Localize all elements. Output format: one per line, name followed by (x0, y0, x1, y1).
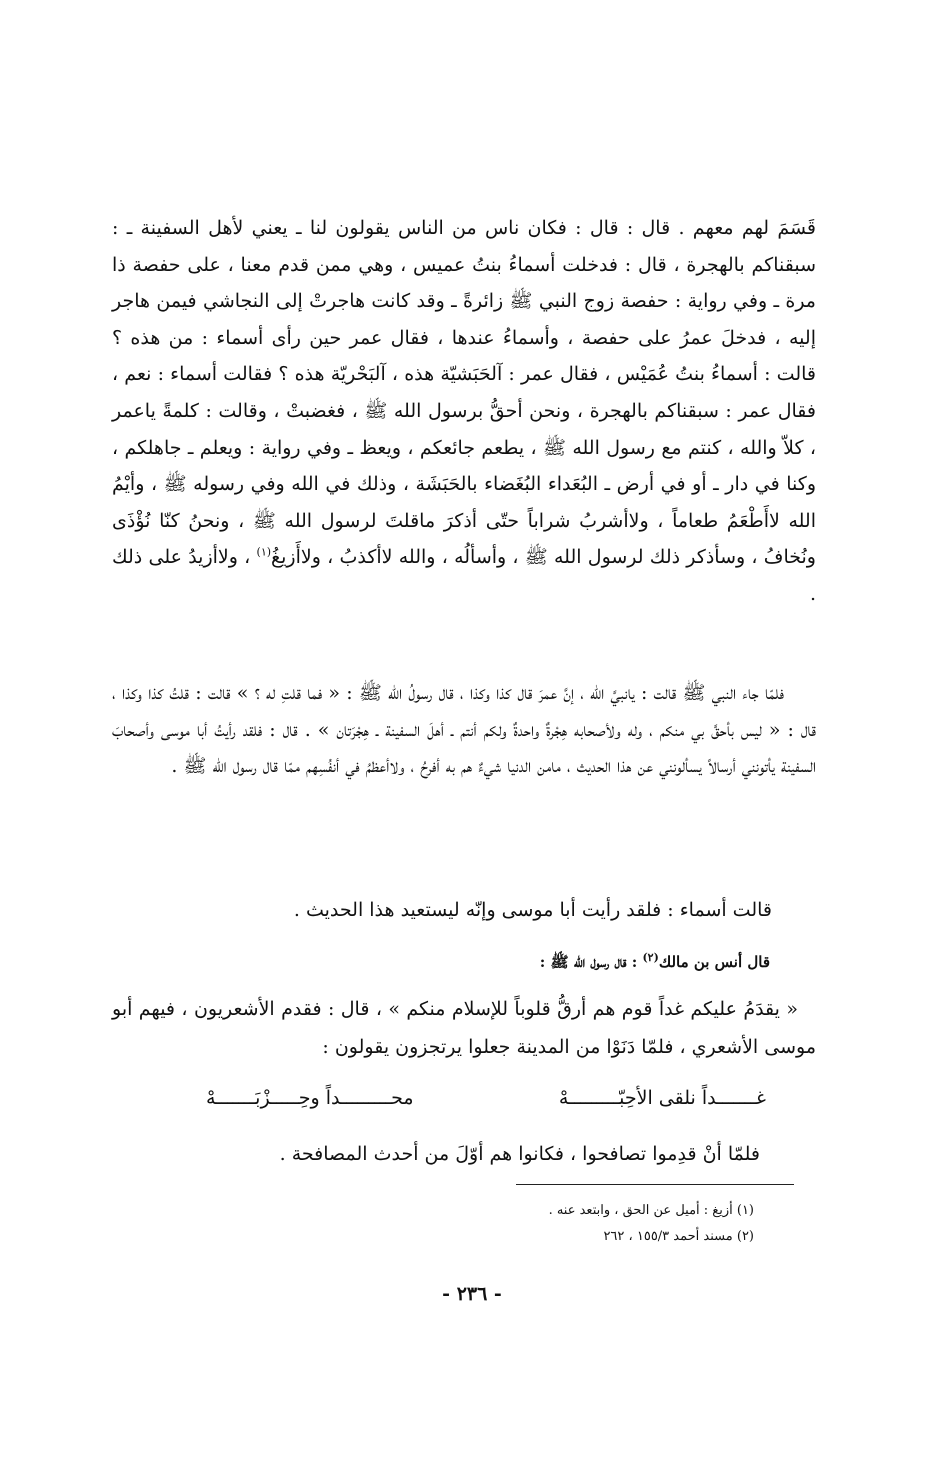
hadith-intro (112, 947, 816, 977)
paragraph-asma-story (112, 210, 816, 613)
hadith-text: « يقدَمُ عليكم غداً قوم هم أرقُّ قلوباً للإسلام منكم » ، قال : فقدم الأشعريون ، فيهم أبو موسى الأشعري ، فلمّا دَنَوْا من المدينة جعلوا يرتجزون يقولون : (112, 998, 816, 1058)
footnote-2: (٢) مسند أحمد ١٥٥/٣ ، ٢٦٢ (603, 1229, 754, 1244)
verse-hemistich-1: غـــــــداً نلقى الأحِبّـــــــــهْ (558, 1087, 766, 1109)
paragraph-asma-remark: قالت أسماء : فلقد رأيت أبا موسى وإنّه ليستعيد هذا الحديث . (293, 899, 772, 921)
hadith-narrator: قال أنس بن مالك (658, 953, 770, 971)
paragraph-1-text: قَسَمَ لهم معهم . قال : قال : فكان ناس من الناس يقولون لنا ـ يعني لأهل السفينة ـ : سبقناكم بالهجرة ، قال : فدخلت أسماءُ بنتُ عميس ، وهي ممن قدم معنا ، على حفصة ذا مرة ـ وفي رواية : حفصة زوج النبي ﷺ زائرةً ـ وقد كانت هاجرتْ إلى النجاشي فيمن هاجر إليه ، فدخلَ عمرُ على حفصة ، وأسماءُ عندها ، فقال عمر حين رأى أسماء : من هذه ؟ قالت : أسماءُ بنتُ عُمَيْس ، فقال عمر : آلحَبَشيّة هذه ، آلبَحْريّة هذه ؟ فقالت أسماء : نعم ، فقال عمر : سبقناكم بالهجرة ، ونحن أحقُّ برسول الله ﷺ ، فغضبتْ ، وقالت : كلمةً ياعمر ، كلاّ والله ، كنتم مع رسول الله ﷺ ، يطعم جائعكم ، ويعظ ـ وفي رواية : ويعلم ـ جاهلكم ، وكنا في دار ـ أو في أرض ـ البُعَداء البُغَضاء بالحَبَشَة ، وذلك في الله وفي رسوله ﷺ ، وأيْمُ الله لاأَطْعَمُ طعاماً ، ولاأشربُ شراباً حتّى أذكرَ ماقلتَ لرسول الله ﷺ ، ونحنُ كنّا نُؤْذَى ونُخافُ ، وسأذكر ذلك لرسول الله ﷺ ، وأسألُه ، والله لاأكذبُ ، ولاأَزيغُ (112, 217, 816, 569)
footnote-ref-1: (١) (256, 546, 272, 560)
poetry-verse (206, 1080, 766, 1116)
footnote-1: (١) أزيغ : أميل عن الحق ، وابتعد عنه . (548, 1203, 754, 1218)
footnote-ref-2: (٢) (642, 951, 659, 964)
paragraph-1-end: ، ولاأزيدُ على ذلك . (112, 546, 816, 605)
footnote-divider (516, 1184, 794, 1185)
footnotes (154, 1198, 754, 1250)
paragraph-prophet-reply: فلمّا جاء النبي ﷺ قالت : يانبيَّ الله ، إنَّ عمرَ قال كذا وكذا ، قال رسولُ الله ﷺ : « فما قلتِ له ؟ » قالت : قلتُ كذا وكذا ، قال : « ليس بأحقَّ بي منكم ، وله ولأصحابه هِجْرةٌ واحدةٌ ولكم أنتم ـ أهلَ السفينة ـ هِجْرَتان » . قال : فلقد رأيتُ أبا موسى وأصحابَ السفينة يأتونني أرسالاً يسألونني عن هذا الحديث ، مامن الدنيا شيءٌ هم به أفرحُ ، ولاأعظمُ في أنفُسِهم ممّا قال رسول الله ﷺ . (112, 682, 816, 778)
page-number: - ٢٣٦ - (442, 1283, 502, 1305)
hadith-intro-end: : قال رسول الله ﷺ : (539, 953, 643, 971)
verse-hemistich-2: محـــــــــداً وحِـــــزْبَـــــــهْ (206, 1087, 414, 1109)
paragraph-handshake: فلمّا أنْ قدِموا تصافحوا ، فكانوا هم أوّلَ من أحدث المصافحة . (279, 1143, 760, 1165)
